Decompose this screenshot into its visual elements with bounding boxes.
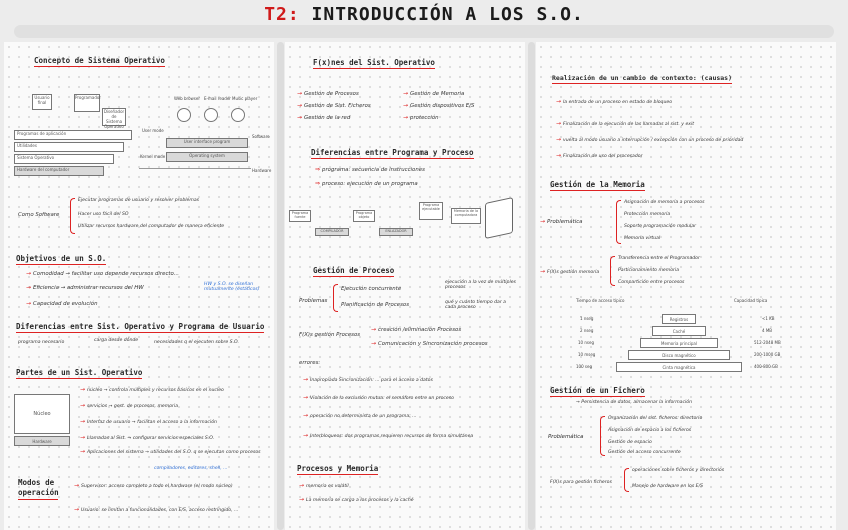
subsection-label: Problemática	[548, 434, 584, 440]
section-heading: Procesos y Memoria	[297, 464, 379, 473]
list-item: operación no determinista de un programa: ...	[310, 414, 417, 419]
column-right: Realización de un cambio de contexto: (causas) → la entrada de un proceso en estado de bloqueo → Finalización de la ejecución de las llamadas al sist. y exit → vuelta al modo usuario a interrupción / excepción con un proceso de prioridad → Finalización de uso del procesador Gestión de la Memoria → Problemática Asignación de memoria a procesos Protección memoria Soporte programación modular Memoria virtual → F(X)s gestión memoria Transferencia entre el Programador Particionamiento memoria Compartición entre procesos Tiempo de acceso típico Capacidad típica 1 nseg 2 nseg 10 nseg 10 mseg 100 seg Registros Caché Memoria principal Disco magnético Cinta magnética <1 KB 4 MB 512-2048 MB 200-1000 GB 400-800 GB Gestión de un Fichero → Persistencia de datos, almacenar la información Problemática Organización del sist. ficheros: directorio Asignación de espacio a los ficheros Gestión de espacio Gestión del acceso concurrente F(X)s para gestión ficheros operaciones sobre ficheros y directorios Manejo de hardware en los E/S	[536, 42, 836, 530]
list-item: Eficiencia → administrar recursos del HW	[33, 285, 144, 291]
column-divider	[528, 42, 535, 530]
list-item: Inapropiada Sincronización: ... para el acceso a datos	[310, 378, 433, 383]
list-item: Hacer uso fácil del SO	[78, 212, 129, 217]
section-heading: Diferencias entre Sist. Operativo y Programa de Usuario	[16, 322, 265, 331]
pyramid-level: Disco magnético	[628, 350, 730, 360]
header-bar	[14, 25, 834, 38]
pyramid-level: Memoria principal	[640, 338, 718, 348]
list-item: Usuario: se limitan a funcionalidades, con E/S, acceso restringido, ...	[81, 508, 239, 513]
pyramid-title: Tiempo de acceso típico	[576, 298, 625, 303]
diagram-label: Kernel mode	[140, 154, 166, 159]
note-blue: HW y S.O. se diseñan mutuamente (estáticos)	[204, 282, 260, 292]
capacity: 512-2048 MB	[754, 340, 781, 345]
diagram-label: Music player	[232, 96, 258, 101]
access-time: 10 nseg	[578, 340, 594, 345]
os-box: Operating system	[166, 152, 248, 162]
list-item: Gestión del acceso concurrente	[608, 450, 681, 455]
list-item: núcleo → controla múltiples y recursos básicos en el nucleo	[87, 388, 224, 393]
list-item: Particionamiento memoria	[618, 268, 680, 273]
list-item: Capacidad de evolución	[33, 301, 98, 307]
list-item: Aplicaciones del sistema → utilidades del S.O. q se ejecutan como procesos	[87, 450, 261, 455]
app-circle	[231, 108, 245, 122]
list-item: Comunicación y Sincronización procesos	[378, 341, 488, 347]
flow-box: COMPILADOR	[315, 228, 349, 236]
subsection-label: errores:	[299, 360, 321, 366]
list-item: Utilizar recursos hardware del computador de manera eficiente	[78, 224, 225, 229]
list-item: Llamadas al Sist. → configurar servicios especiales S.O.	[87, 436, 215, 441]
diagram-user-box: Diseñador de Sistema Operativo	[103, 109, 125, 129]
list-item: Memoria virtual	[624, 236, 661, 241]
list-item: Asignación de memoria a procesos	[624, 200, 705, 205]
flow-box: ENLAZADOR	[379, 228, 413, 236]
app-circle	[177, 108, 191, 122]
capacity: 200-1000 GB	[754, 352, 781, 357]
app-circle	[204, 108, 218, 122]
brace	[70, 198, 75, 234]
pyramid-level: Registros	[662, 314, 696, 324]
list-item: Finalización de uso del procesador	[563, 154, 643, 159]
section-heading: Objetivos de un S.O.	[16, 254, 107, 263]
list-item: Violación de la exclusión mutua: el semáforo entre un proceso	[310, 396, 454, 401]
subsection-label: Problemas	[299, 298, 328, 304]
hardware-box: Hardware	[14, 436, 70, 446]
capacity: 400-800 GB	[754, 364, 778, 369]
intro-text: → Persistencia de datos, almacenar la información	[576, 400, 693, 405]
capacity: <1 KB	[762, 316, 775, 321]
section-heading: Gestión de un Fichero	[550, 386, 645, 395]
subsection-label: Problemática	[547, 219, 583, 225]
list-item: Compartición entre procesos	[618, 280, 685, 285]
section-heading: Modos de operación	[18, 478, 58, 500]
brace	[333, 284, 338, 312]
column-left: Concepto de Sistema Operativo Usuario final Programador Diseñador de Sistema Operativo Programas de aplicación Utilidades Sistema Operativo Hardware del computador Web browser E-mail reader Music player User mode User interface program Kernel mode Operating system Software Hardware Como Software Ejecutar programas de usuario y resolver problemas Hacer uso fácil del SO Utilizar recursos hardware del computador de manera eficiente Objetivos de un S.O. → Comodidad → facilitar uso depende recursos directo... → Eficiencia → administrar recursos del HW HW y S.O. se diseñan mutuamente (estáticos) → Capacidad de evolución Diferencias entre Sist. Operativo y Programa de Usuario programa necesario carga desde dónde necesidades q el ejecuten sobre S.O. Partes de un Sist. Operativo Núcleo Hardware → núcleo → controla múltiples y recursos básicos en el nucleo → servicios → gest. de procesos, memoria → Interfaz de usuario → facilitan el acceso a la información → Llamadas al Sist. → configurar servicios especiales S.O. → Aplicaciones del sistema → utilidades del S.O. q se ejecutan como procesos compiladores, editores, shell, ... Modos de operación → Supervisor: acceso completo a todo el hardware (el modo núcleo) → Usuario: se limitan a funcionalidades, con E/S, acceso restringido, ...	[4, 42, 274, 530]
capacity: 4 MB	[762, 328, 773, 333]
list-item: Gestión de espacio	[608, 440, 652, 445]
diagram-layer: Programas de aplicación	[14, 130, 132, 140]
list-item: Gestión de Memoria	[410, 91, 465, 97]
section-heading: Gestión de la Memoria	[550, 180, 645, 189]
list-item: Organización del sist. ficheros: directorio	[608, 416, 703, 421]
list-item: Finalización de la ejecución de las llamadas al sist. y exit	[563, 122, 695, 127]
access-time: 100 seg	[576, 364, 592, 369]
column-divider	[277, 42, 284, 530]
list-item: Ejecutar programas de usuario y resolver problemas	[78, 198, 200, 203]
list-item: Asignación de espacio a los ficheros	[608, 428, 692, 433]
diagram-user-box: Usuario final	[32, 94, 52, 110]
nucleo-box: Núcleo	[14, 394, 70, 434]
brace	[610, 256, 615, 286]
list-item: Ejecución concurrente	[341, 286, 402, 292]
divider-line	[139, 168, 251, 169]
diagram-label: Web browser	[174, 96, 200, 101]
list-item: Interbloqueos: dos programas requieren recursos de forma simultánea	[310, 434, 474, 439]
list-item: protección	[410, 115, 439, 121]
note: qué y cuánto tiempo dar a cada proceso	[445, 300, 506, 310]
flow-box: Programa fuente	[289, 210, 311, 222]
list-item: La memoria se carga a los procesos y la caché	[306, 498, 414, 503]
section-heading: F(x)nes del Sist. Operativo	[313, 58, 435, 67]
section-heading: Concepto de Sistema Operativo	[34, 56, 165, 65]
concept-label: Como Software	[18, 212, 60, 218]
ui-program-box: User interface program	[166, 138, 248, 148]
list-item: Transferencia entre el Programador	[618, 256, 700, 261]
access-time: 2 nseg	[580, 328, 594, 333]
pyramid-title: Capacidad típica	[734, 298, 768, 303]
list-item: Gestión de la red	[304, 115, 351, 121]
diagram-layer: Hardware del computador	[14, 166, 104, 176]
list-item: Gestión de Procesos	[304, 91, 359, 97]
note: ejecución a la vez de múltiples procesos	[445, 280, 516, 290]
list-item: Protección memoria	[624, 212, 671, 217]
brace	[616, 200, 621, 244]
diagram-label: User mode	[142, 128, 164, 133]
list-item: Supervisor: acceso completo a todo el hardware (el modo núcleo)	[81, 484, 233, 489]
section-heading: Partes de un Sist. Operativo	[16, 368, 143, 377]
diagram-label: Software	[252, 134, 270, 139]
list-item: memoria es volátil	[306, 484, 349, 489]
list-item: Comodidad → facilitar uso depende recursos directo...	[33, 271, 179, 277]
column-middle: F(x)nes del Sist. Operativo → Gestión de Procesos → Gestión de Sist. Ficheros → Gestión de la red → Gestión de Memoria → Gestión dispositivos E/S → protección Diferencias entre Programa y Proceso ⇒ programa: secuencia de instrucciones ⇒ proceso: ejecución de un programa Programa fuente COMPILADOR Programa objeto ENLAZADOR Programa ejecutable Memoria de la computadora Gestión de Proceso Problemas Ejecución concurrente Planificación de Procesos ejecución a la vez de múltiples procesos qué y cuánto tiempo dar a cada proceso F(X)s gestión Procesos → creación /eliminación Procesos → Comunicación y Sincronización procesos errores: → Inapropiada Sincronización: ... para el acceso a datos → Violación de la exclusión mutua: el semáforo entre un proceso → operación no determinista de un programa: ... → Interbloqueos: dos programas requieren recursos de forma simultánea Procesos y Memoria → memoria es volátil → La memoria se carga a los procesos y la caché	[285, 42, 525, 530]
list-item: operaciones sobre ficheros y directorios	[632, 468, 725, 473]
list-item: vuelta al modo usuario a interrupción / excepción con un proceso de prioridad	[563, 138, 744, 143]
list-item: Gestión dispositivos E/S	[410, 103, 475, 109]
list-item: Manejo de hardware en los E/S	[632, 484, 704, 489]
list-item: Planificación de Procesos	[341, 302, 410, 308]
brace	[600, 416, 605, 456]
memory-icon	[485, 197, 513, 239]
brace	[624, 468, 629, 492]
diagram-layer: Utilidades	[14, 142, 124, 152]
list-item: carga desde dónde	[94, 338, 139, 343]
access-time: 10 mseg	[578, 352, 596, 357]
list-item: creación /eliminación Procesos	[378, 327, 462, 333]
page-title: T2: INTRODUCCIÓN A LOS S.O.	[264, 4, 584, 25]
list-item: programa necesario	[18, 340, 65, 345]
section-heading: Realización de un cambio de contexto: (causas)	[552, 74, 733, 82]
flow-box: Programa objeto	[353, 210, 375, 222]
list-item: necesidades q el ejecuten sobre S.O.	[154, 340, 239, 345]
list-item: programa: secuencia de instrucciones	[322, 167, 425, 173]
list-item: servicios → gest. de procesos, memoria	[87, 404, 179, 409]
diagram-user-box: Programador	[74, 94, 100, 112]
flow-box: Memoria de la computadora	[451, 208, 481, 224]
list-item: proceso: ejecución de un programa	[322, 181, 418, 187]
flow-box: Programa ejecutable	[419, 202, 443, 220]
list-item: Interfaz de usuario → facilitan el acceso a la información	[87, 420, 217, 425]
subsection-label: F(X)s gestión Procesos	[299, 332, 361, 338]
note-blue: compiladores, editores, shell, ...	[154, 466, 228, 471]
list-item: la entrada de un proceso en estado de bloqueo	[563, 100, 673, 105]
list-item: Gestión de Sist. Ficheros	[304, 103, 371, 109]
diagram-label: Hardware	[252, 168, 272, 173]
list-item: Soporte programación modular	[624, 224, 697, 229]
access-time: 1 nseg	[580, 316, 594, 321]
diagram-layer: Sistema Operativo	[14, 154, 114, 164]
pyramid-level: Cinta magnética	[616, 362, 742, 372]
section-heading: Gestión de Proceso	[313, 266, 395, 275]
subsection-label: F(X)s gestión memoria	[547, 270, 600, 275]
section-heading: Diferencias entre Programa y Proceso	[311, 148, 474, 157]
diagram-label: E-mail reader	[204, 96, 231, 101]
pyramid-level: Caché	[652, 326, 706, 336]
subsection-label: F(X)s para gestión ficheros	[550, 480, 612, 485]
